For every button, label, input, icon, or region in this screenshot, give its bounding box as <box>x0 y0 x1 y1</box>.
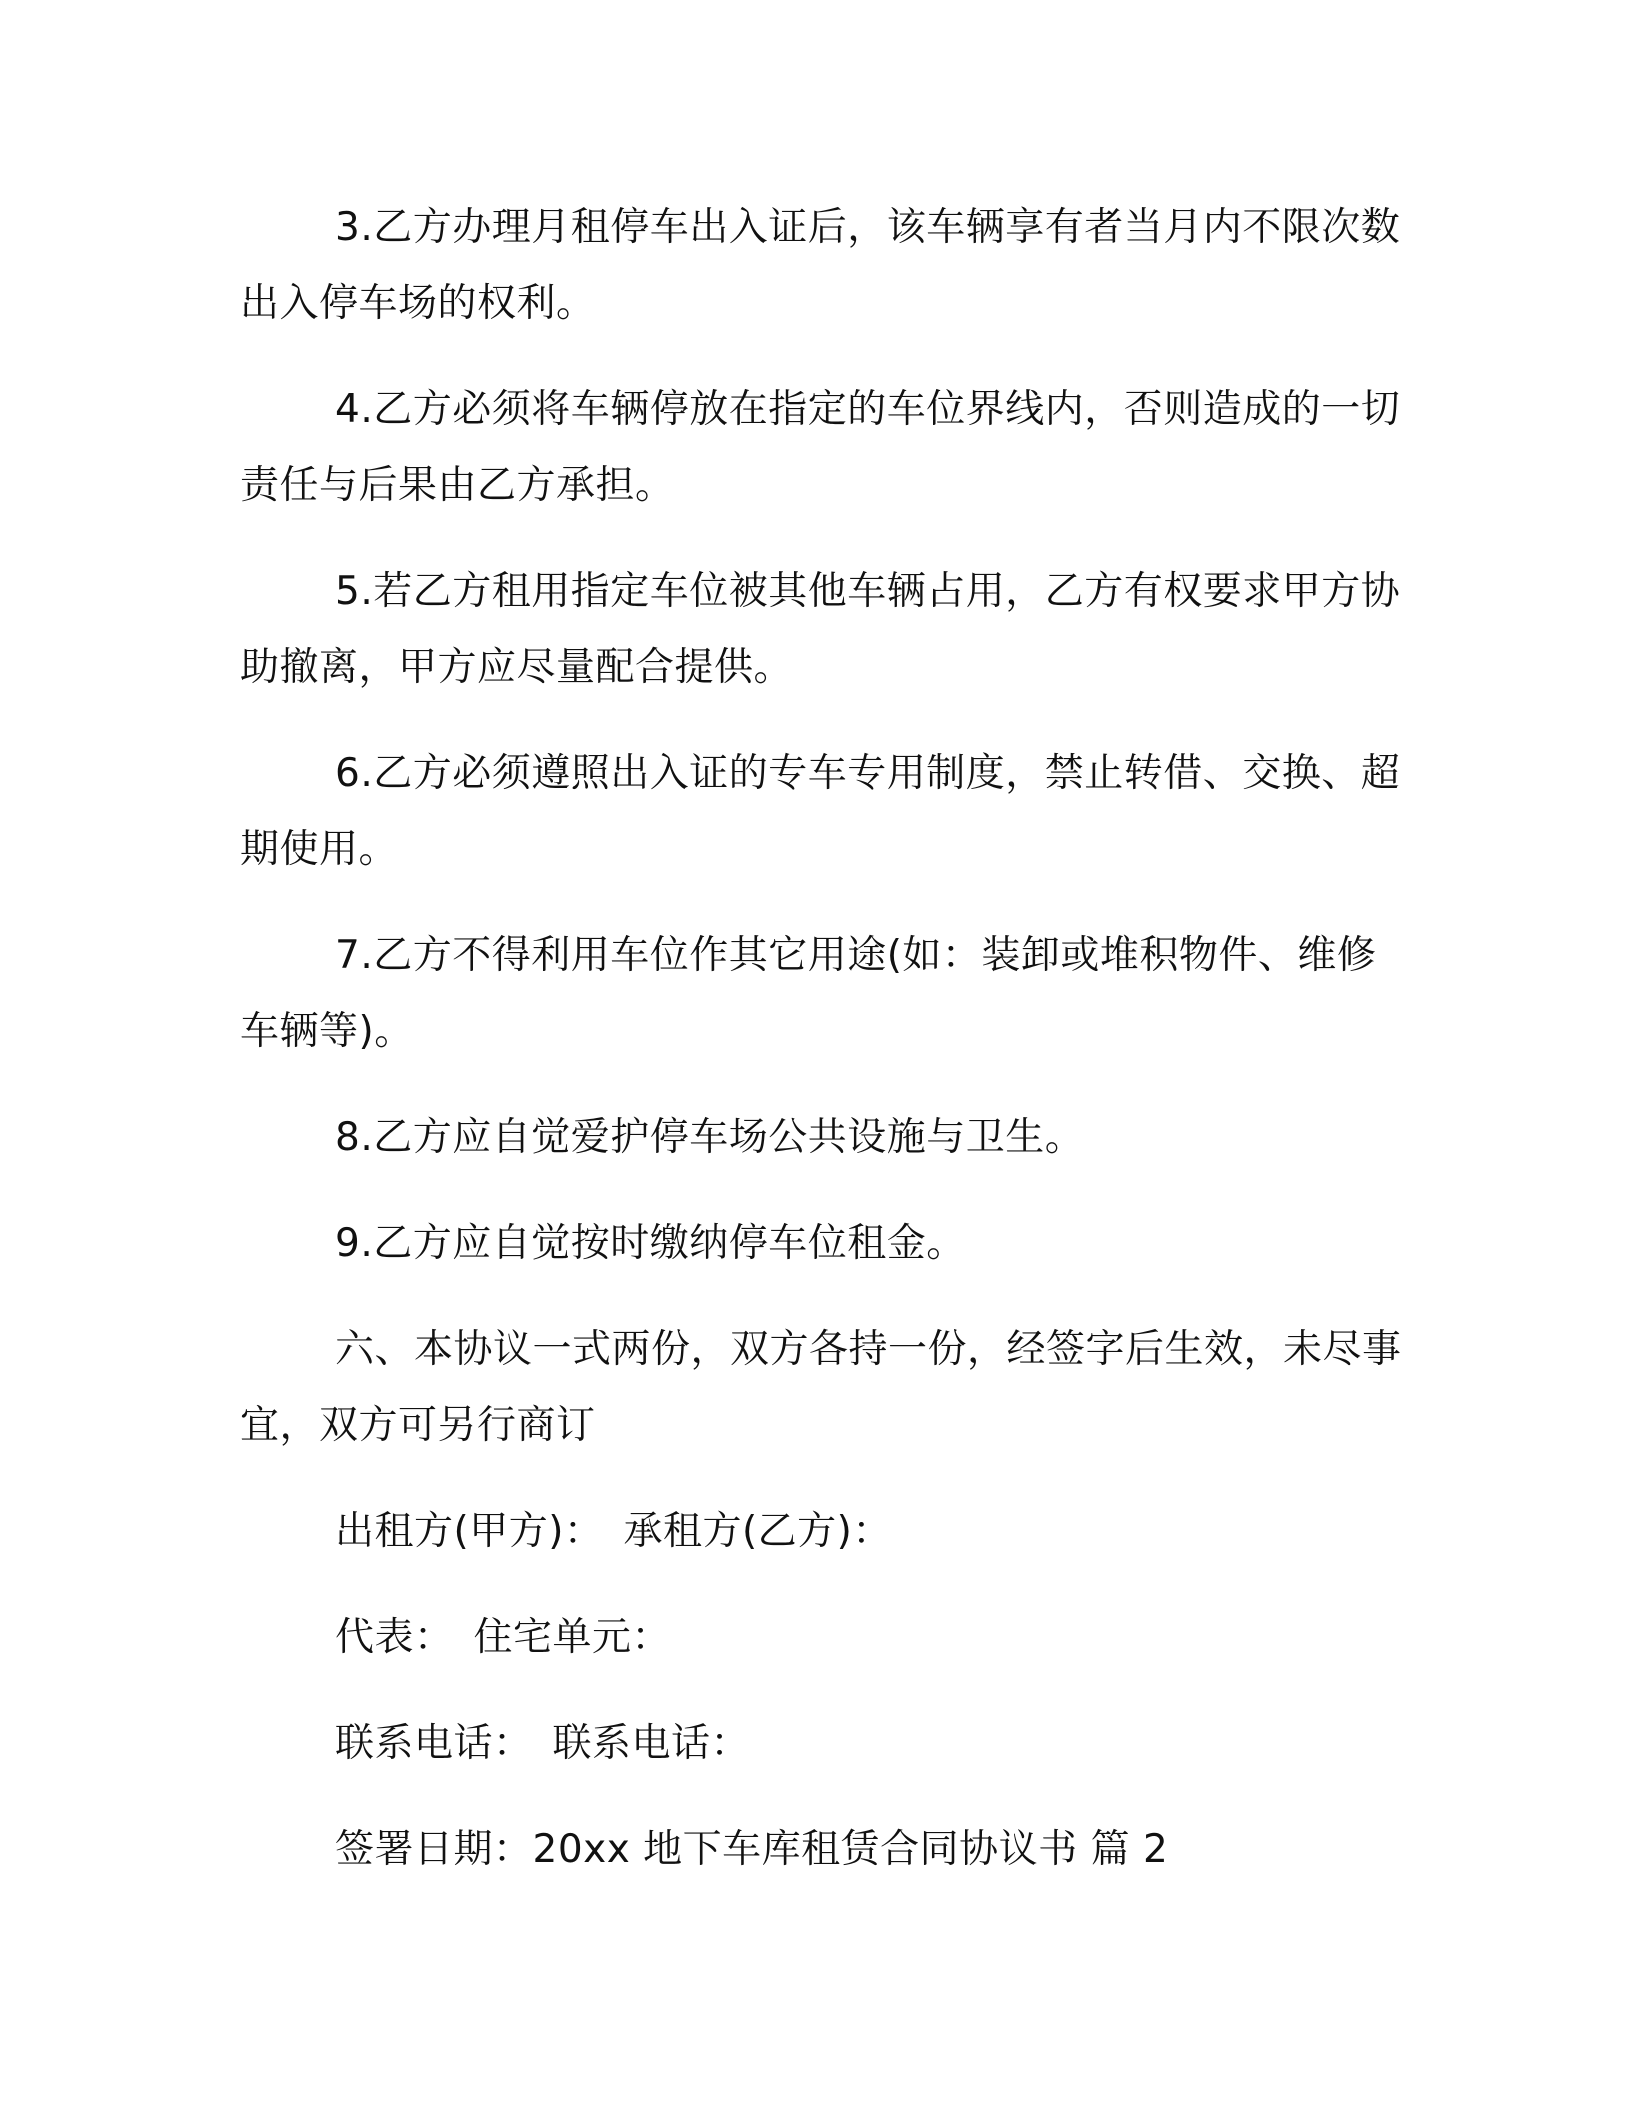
lessor-phone-label: 联系电话： <box>335 1721 533 1766</box>
lessee-phone-label: 联系电话： <box>552 1721 751 1766</box>
clause-4: 4.乙方必须将车辆停放在指定的车位界线内，否则造成的一切责任与后果由乙方承担。 <box>240 387 1401 508</box>
lessee-label: 承租方(乙方)： <box>623 1509 892 1554</box>
signature-parties-line <box>240 1494 1406 1570</box>
signature-phone-line <box>240 1706 1406 1782</box>
clause-7: 7.乙方不得利用车位作其它用途(如：装卸或堆积物件、维修车辆等)。 <box>240 933 1377 1054</box>
clause-six-copies: 六、本协议一式两份，双方各持一份，经签字后生效，未尽事宜，双方可另行商订 <box>240 1327 1402 1448</box>
residential-unit-label: 住宅单元： <box>473 1615 672 1660</box>
clause-5: 5.若乙方租用指定车位被其他车辆占用，乙方有权要求甲方协助撤离，甲方应尽量配合提供。 <box>240 569 1401 690</box>
clause-9: 9.乙方应自觉按时缴纳停车位租金。 <box>335 1221 966 1266</box>
clause-6: 6.乙方必须遵照出入证的专车专用制度，禁止转借、交换、超期使用。 <box>240 751 1401 872</box>
clause-8: 8.乙方应自觉爱护停车场公共设施与卫生。 <box>335 1115 1085 1160</box>
signature-representative-line <box>240 1600 1406 1676</box>
signature-date-line: 签署日期：20xx 地下车库租赁合同协议书 篇 2 <box>335 1827 1169 1872</box>
document-body <box>240 190 1406 1918</box>
clause-3: 3.乙方办理月租停车出入证后，该车辆享有者当月内不限次数出入停车场的权利。 <box>240 205 1401 326</box>
representative-label: 代表： <box>335 1615 454 1660</box>
lessor-label: 出租方(甲方)： <box>335 1509 604 1554</box>
